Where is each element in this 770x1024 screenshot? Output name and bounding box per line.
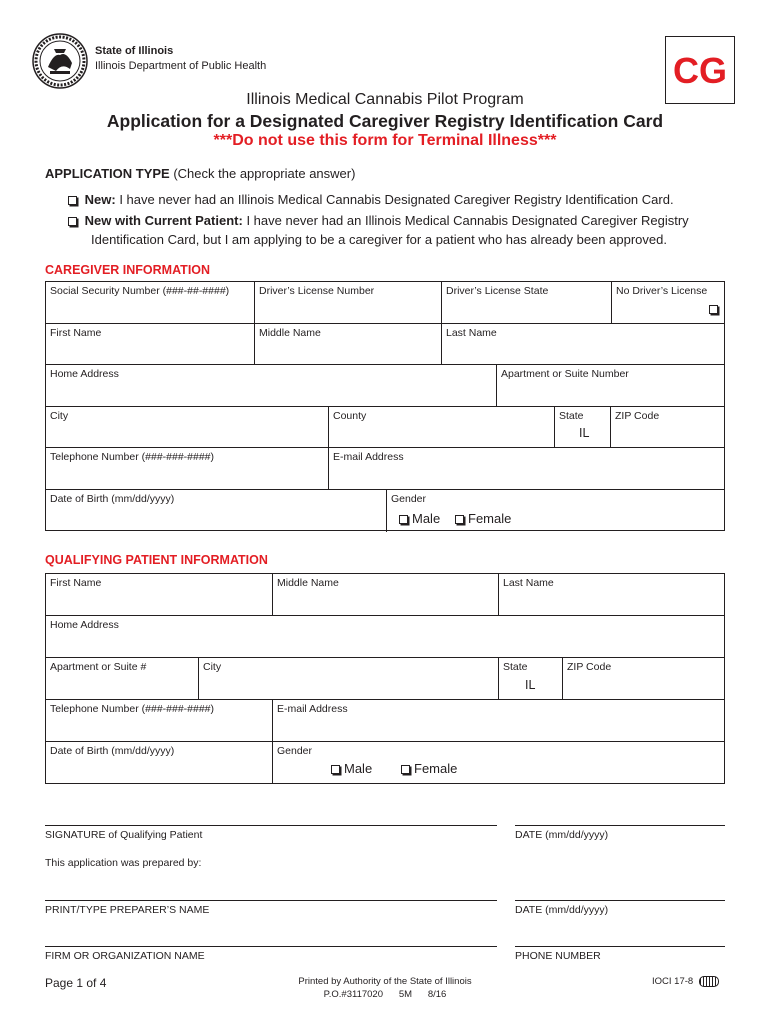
patient-email-label: E-mail Address [277, 703, 348, 715]
patient-middle-name-label: Middle Name [277, 577, 339, 589]
caregiver-apt-label: Apartment or Suite Number [501, 368, 629, 380]
caregiver-zip-label: ZIP Code [615, 410, 660, 422]
caregiver-county-label: County [333, 410, 367, 422]
caregiver-first-name-field[interactable] [46, 324, 256, 364]
caregiver-email-field[interactable] [328, 448, 724, 489]
caregiver-city-label: City [50, 410, 69, 422]
patient-middle-name-field[interactable] [272, 574, 500, 615]
caregiver-state-value: IL [579, 426, 590, 440]
caregiver-dob-label: Date of Birth (mm/dd/yyyy) [50, 493, 175, 505]
patient-apt-field[interactable] [46, 658, 200, 699]
caregiver-dl-number-label: Driver’s License Number [259, 285, 375, 297]
caregiver-female-label: Female [468, 511, 512, 526]
option-new-with-patient[interactable] [68, 213, 689, 228]
caregiver-female-option[interactable] [455, 511, 511, 526]
caregiver-ssn-label: Social Security Number (###-##-####) [50, 285, 230, 297]
caregiver-phone-field[interactable] [46, 448, 330, 489]
caregiver-row-2 [46, 324, 724, 365]
state-seal-logo [32, 33, 88, 89]
patient-email-field[interactable] [272, 700, 724, 741]
patient-section-title: QUALIFYING PATIENT INFORMATION [45, 553, 268, 567]
caregiver-middle-name-field[interactable] [254, 324, 444, 364]
caregiver-row-3 [46, 365, 724, 407]
option-new-with-patient-checkbox[interactable] [68, 217, 77, 226]
patient-state-field[interactable] [498, 658, 564, 699]
patient-state-value: IL [525, 678, 536, 692]
patient-first-name-label: First Name [50, 577, 102, 589]
terminal-illness-warning: ***Do not use this form for Terminal Illness*** [213, 132, 557, 149]
caregiver-male-label: Male [412, 511, 441, 526]
caregiver-state-label: State [559, 410, 584, 422]
patient-zip-field[interactable] [562, 658, 724, 699]
prepared-by-text: This application was prepared by: [45, 857, 202, 869]
caregiver-home-address-label: Home Address [50, 368, 119, 380]
caregiver-email-label: E-mail Address [333, 451, 404, 463]
caregiver-last-name-field[interactable] [441, 324, 724, 364]
caregiver-male-checkbox[interactable] [399, 515, 408, 524]
patient-dob-label: Date of Birth (mm/dd/yyyy) [50, 745, 175, 757]
caregiver-row-4 [46, 407, 724, 448]
application-type-instruction: (Check the appropriate answer) [173, 166, 356, 181]
caregiver-dl-state-label: Driver’s License State [446, 285, 549, 297]
patient-date-line[interactable] [515, 825, 725, 826]
phone-number-label: PHONE NUMBER [515, 950, 601, 962]
caregiver-last-name-label: Last Name [446, 327, 497, 339]
patient-form-table [45, 573, 725, 784]
patient-male-checkbox[interactable] [331, 765, 340, 774]
program-title: Illinois Medical Cannabis Pilot Program [246, 91, 524, 108]
caregiver-dl-number-field[interactable] [254, 282, 444, 323]
patient-city-field[interactable] [198, 658, 500, 699]
patient-gender-field [272, 742, 724, 784]
patient-row-3 [46, 658, 724, 700]
caregiver-middle-name-label: Middle Name [259, 327, 321, 339]
patient-home-address-label: Home Address [50, 619, 119, 631]
caregiver-apt-field[interactable] [496, 365, 724, 406]
application-type-label: APPLICATION TYPE [45, 166, 170, 181]
caregiver-female-checkbox[interactable] [455, 515, 464, 524]
caregiver-row-5 [46, 448, 724, 490]
option-new[interactable] [68, 192, 674, 207]
patient-dob-field[interactable] [46, 742, 274, 784]
patient-first-name-field[interactable] [46, 574, 274, 615]
patient-home-address-field[interactable] [46, 616, 724, 657]
patient-last-name-field[interactable] [498, 574, 724, 615]
caregiver-home-address-field[interactable] [46, 365, 498, 406]
option-new-with-patient-text-line2: Identification Card, but I am applying to be a caregiver for a patient who has already been approved. [91, 232, 667, 247]
caregiver-zip-field[interactable] [610, 407, 724, 447]
patient-date-label: DATE (mm/dd/yyyy) [515, 829, 609, 841]
form-title: Application for a Designated Caregiver Registry Identification Card [106, 111, 664, 131]
patient-female-label: Female [414, 761, 458, 776]
patient-state-label: State [503, 661, 528, 673]
page-number: Page 1 of 4 [45, 976, 107, 990]
purchase-order: P.O.#3117020 5M 8/16 [323, 989, 447, 1000]
preparer-name-line[interactable] [45, 900, 497, 901]
patient-signature-label: SIGNATURE of Qualifying Patient [45, 829, 203, 841]
caregiver-phone-label: Telephone Number (###-###-####) [50, 451, 215, 463]
patient-zip-label: ZIP Code [567, 661, 612, 673]
preparer-name-label: PRINT/TYPE PREPARER’S NAME [45, 904, 210, 916]
form-code-text: IOCI 17-8 [652, 976, 694, 988]
patient-phone-field[interactable] [46, 700, 274, 741]
union-bug-icon [699, 976, 719, 987]
patient-last-name-label: Last Name [503, 577, 554, 589]
caregiver-dl-state-field[interactable] [441, 282, 613, 323]
caregiver-gender-label: Gender [391, 493, 427, 505]
caregiver-no-dl-checkbox[interactable] [709, 305, 718, 314]
patient-gender-label: Gender [277, 745, 313, 757]
printing-authority: Printed by Authority of the State of Illinois [298, 976, 472, 987]
patient-signature-line[interactable] [45, 825, 497, 826]
patient-row-1 [46, 574, 724, 616]
caregiver-first-name-label: First Name [50, 327, 102, 339]
caregiver-no-dl-field[interactable] [611, 282, 724, 323]
option-new-checkbox[interactable] [68, 196, 77, 205]
patient-row-2 [46, 616, 724, 658]
patient-male-option[interactable] [331, 761, 372, 776]
phone-number-line[interactable] [515, 946, 725, 947]
form-code-badge: CG [665, 36, 735, 104]
option-new-text: I have never had an Illinois Medical Cannabis Designated Caregiver Registry Identification Card. [119, 192, 674, 207]
caregiver-gender-field [386, 490, 724, 532]
preparer-date-line[interactable] [515, 900, 725, 901]
form-code [652, 976, 719, 987]
patient-female-checkbox[interactable] [401, 765, 410, 774]
department-name: Illinois Department of Public Health [95, 60, 267, 72]
patient-apt-label: Apartment or Suite # [50, 661, 147, 673]
firm-name-label: FIRM OR ORGANIZATION NAME [45, 950, 205, 962]
caregiver-male-option[interactable] [399, 511, 440, 526]
caregiver-ssn-field[interactable] [46, 282, 256, 323]
patient-city-label: City [203, 661, 222, 673]
option-new-with-patient-text: I have never had an Illinois Medical Cannabis Designated Caregiver Registry [246, 213, 689, 228]
option-new-label: New: [84, 192, 116, 207]
patient-phone-label: Telephone Number (###-###-####) [50, 703, 215, 715]
patient-row-4 [46, 700, 724, 742]
firm-name-line[interactable] [45, 946, 497, 947]
patient-female-option[interactable] [401, 761, 457, 776]
caregiver-section-title: CAREGIVER INFORMATION [45, 263, 211, 277]
caregiver-no-dl-label: No Driver’s License [616, 285, 708, 297]
caregiver-form-table [45, 281, 725, 531]
state-name: State of Illinois [95, 45, 174, 57]
patient-row-5 [46, 742, 724, 784]
caregiver-row-6 [46, 490, 724, 532]
patient-male-label: Male [344, 761, 373, 776]
caregiver-dob-field[interactable] [46, 490, 388, 532]
caregiver-state-field[interactable] [554, 407, 612, 447]
caregiver-row-1 [46, 282, 724, 324]
caregiver-city-field[interactable] [46, 407, 330, 447]
preparer-date-label: DATE (mm/dd/yyyy) [515, 904, 609, 916]
caregiver-county-field[interactable] [328, 407, 556, 447]
option-new-with-patient-label: New with Current Patient: [84, 213, 243, 228]
application-type-heading [45, 166, 355, 181]
